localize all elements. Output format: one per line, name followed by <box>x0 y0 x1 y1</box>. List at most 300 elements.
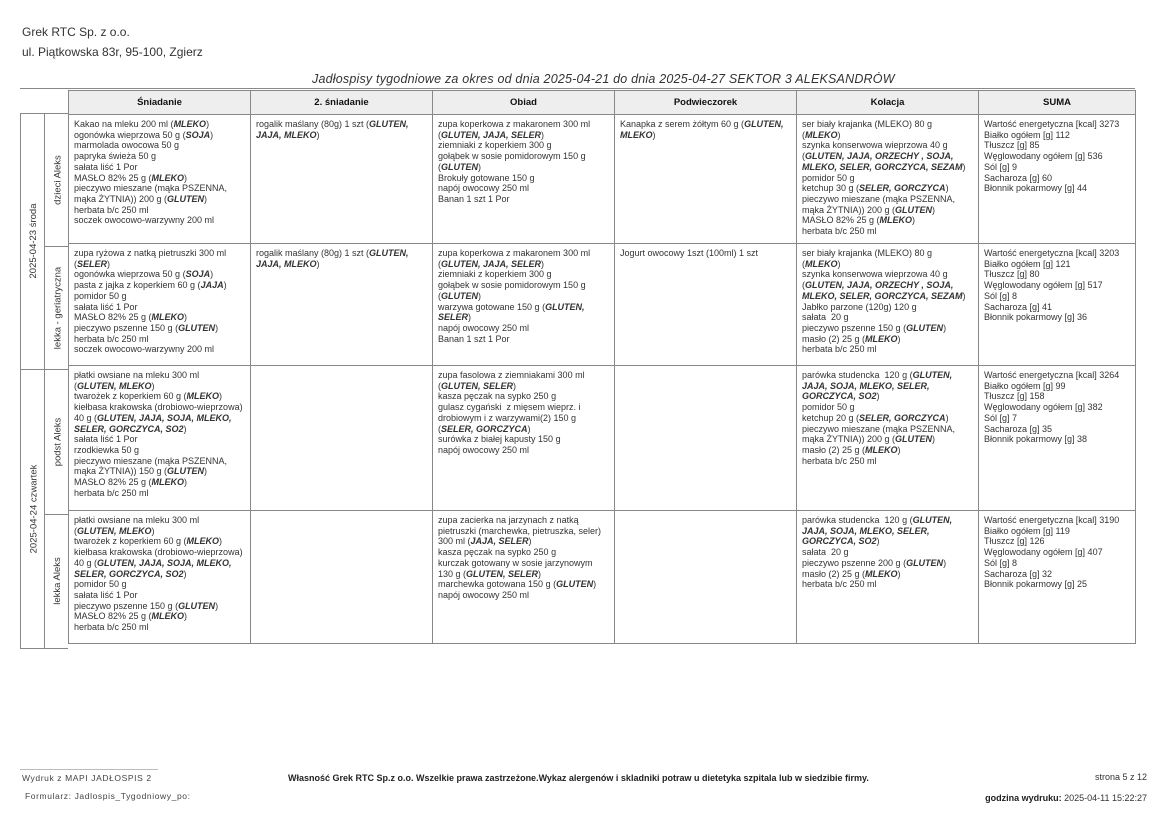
cell-text: pomidor 50 g <box>802 402 855 413</box>
cell-line <box>802 526 973 537</box>
cell-text: Tłuszcz [g] 80 <box>984 269 1040 280</box>
cell-text: 40 g ( <box>74 557 98 568</box>
summary-cell <box>979 244 1136 366</box>
cell-text: pieczywo pszenne 150 g ( <box>802 322 907 333</box>
cell-line <box>74 402 245 413</box>
cell-text: pieczywo mieszane (mąka PSZENNA, <box>74 455 228 466</box>
column-header: 2. śniadanie <box>251 91 433 115</box>
cell-text: mąka ŻYTNIA)) 200 g ( <box>802 434 896 445</box>
cell-text: MASŁO 82% 25 g ( <box>74 312 152 323</box>
cell-line <box>620 248 791 259</box>
cell-line <box>802 391 973 402</box>
cell-text: 130 g ( <box>438 568 467 579</box>
cell-text: kurczak gotowany w sosie jarzynowym <box>438 557 593 568</box>
cell-line <box>984 269 1130 280</box>
allergen-text: GLUTEN <box>167 466 205 477</box>
cell-line <box>620 130 791 141</box>
cell-text: Węglowodany ogółem [g] 517 <box>984 280 1103 291</box>
allergen-text: MLEKO <box>151 312 185 323</box>
cell-line <box>802 194 973 205</box>
cell-line <box>802 215 973 226</box>
cell-text: napój owocowy 250 ml <box>438 444 530 455</box>
cell-line <box>438 370 609 381</box>
allergen-text: GLUTEN, SELER <box>441 380 514 391</box>
cell-line <box>802 515 973 526</box>
cell-line <box>984 162 1130 173</box>
cell-text: papryka świeża 50 g <box>74 151 157 162</box>
cell-text: sałata liść 1 Por <box>74 161 138 172</box>
cell-text: marmolada owocowa 50 g <box>74 140 180 151</box>
cell-text: ) <box>943 322 947 333</box>
cell-text: ) <box>945 183 949 194</box>
cell-text: kasza pęczak na sypko 250 g <box>438 391 557 402</box>
cell-line <box>802 205 973 216</box>
cell-text: ( <box>802 151 805 162</box>
cell-line <box>74 445 245 456</box>
cell-line <box>74 466 245 477</box>
cell-line <box>984 259 1130 270</box>
breakfast-cell <box>69 115 251 244</box>
cell-text: ) <box>223 280 227 291</box>
cell-line <box>438 413 609 424</box>
cell-text: Błonnik pokarmowy [g] 36 <box>984 312 1088 323</box>
cell-text: Wartość energetyczna [kcal] 3264 <box>984 370 1120 380</box>
cell-line <box>802 334 973 345</box>
cell-text: pieczywo mieszane (mąka PSZENNA, <box>802 193 956 204</box>
cell-line <box>802 119 973 130</box>
cell-text: 40 g ( <box>74 412 98 423</box>
cell-text: napój owocowy 250 ml <box>438 589 530 600</box>
cell-text: Białko ogółem [g] 112 <box>984 129 1070 140</box>
cell-line <box>74 248 245 259</box>
cell-line <box>802 413 973 424</box>
allergen-text: MLEKO <box>865 568 898 579</box>
allergen-text: SELER <box>438 312 469 323</box>
cell-text: sałata liść 1 Por <box>74 434 138 445</box>
cell-line <box>438 424 609 435</box>
cell-text: masło (2) 25 g ( <box>802 568 866 579</box>
cell-line <box>802 162 973 173</box>
cell-text: ziemniaki z koperkiem 300 g <box>438 140 552 151</box>
allergen-text: MLEKO <box>151 611 185 622</box>
cell-line <box>74 381 245 392</box>
cell-text: pieczywo pszenne 150 g ( <box>74 322 179 333</box>
cell-line <box>438 381 609 392</box>
cell-text: napój owocowy 250 ml <box>438 183 530 194</box>
cell-text: MASŁO 82% 25 g ( <box>802 215 880 226</box>
cell-text: ) <box>215 322 219 333</box>
cell-line <box>984 312 1130 323</box>
cell-line <box>74 344 245 355</box>
cell-text: ziemniaki z koperkiem 300 g <box>438 269 552 280</box>
day-divider <box>20 648 68 649</box>
cell-line <box>256 119 427 130</box>
cell-text: ) <box>932 434 936 445</box>
cell-line <box>438 291 609 302</box>
cell-text: herbata b/c 250 ml <box>74 487 149 498</box>
lunch-cell <box>433 115 615 244</box>
allergen-text: JAJA <box>200 280 224 291</box>
cell-text: ) <box>316 258 320 269</box>
cell-text: herbata b/c 250 ml <box>74 622 149 633</box>
cell-text: gołąbek w sosie pomidorowym 150 g <box>438 280 586 291</box>
cell-line <box>438 162 609 173</box>
allergen-text: GLUTEN, <box>545 301 585 312</box>
snack-cell <box>615 244 797 366</box>
cell-line <box>256 130 427 141</box>
cell-line <box>984 183 1130 194</box>
cell-text: ) <box>206 119 210 129</box>
cell-text: ) <box>184 172 188 183</box>
cell-text: drobiowym i z warzywami(2) 150 g <box>438 412 577 423</box>
cell-text: herbata b/c 250 ml <box>802 226 877 237</box>
cell-line <box>802 434 973 445</box>
cell-line <box>802 140 973 151</box>
form-name: Formularz: Jadlospis_Tygodniowy_po: <box>25 791 191 801</box>
cell-text: ) <box>513 380 517 391</box>
allergen-text: GLUTEN, JAJA, SELER <box>441 129 542 140</box>
allergen-text: SELER, GORCZYCA, SO2 <box>74 568 184 579</box>
cell-text: Sól [g] 8 <box>984 557 1018 568</box>
cell-line <box>802 269 973 280</box>
cell-line <box>984 579 1130 590</box>
cell-line <box>74 140 245 151</box>
cell-line <box>802 302 973 313</box>
cell-line <box>74 434 245 445</box>
cell-line <box>802 547 973 558</box>
allergen-text: SELER, GORCZYCA <box>441 423 528 434</box>
second-breakfast-cell <box>251 366 433 511</box>
cell-text: ) <box>215 600 219 611</box>
cell-line <box>438 334 609 345</box>
cell-text: Wartość energetyczna [kcal] 3190 <box>984 515 1120 525</box>
cell-text: herbata b/c 250 ml <box>74 204 149 215</box>
day-label: 2025-04-23 środa <box>28 203 39 279</box>
allergen-text: GLUTEN <box>906 322 944 333</box>
cell-text: ( <box>438 258 441 269</box>
cell-text: Jogurt owocowy 1szt (100ml) 1 szt <box>620 248 759 258</box>
cell-line <box>984 119 1130 130</box>
cell-line <box>984 526 1130 537</box>
cell-text: zupa zacierka na jarzynach z natką <box>438 515 579 525</box>
cell-line <box>802 445 973 456</box>
allergen-text: SELER, GORCZYCA <box>859 412 946 423</box>
cell-line <box>438 151 609 162</box>
cell-text: zupa koperkowa z makaronem 300 ml <box>438 119 591 129</box>
allergen-text: JAJA, MLEKO <box>256 258 317 269</box>
cell-text: pomidor 50 g <box>74 290 127 301</box>
dinner-cell <box>797 115 979 244</box>
cell-text: zupa ryżowa z natką pietruszki 300 ml <box>74 248 227 258</box>
allergen-text: GLUTEN <box>895 204 933 215</box>
cell-line <box>438 536 609 547</box>
page-number: strona 5 z 12 <box>1094 772 1147 782</box>
cell-line <box>74 547 245 558</box>
cell-text: pomidor 50 g <box>802 172 855 183</box>
cell-text: ) <box>932 204 936 215</box>
cell-line <box>984 370 1130 381</box>
cell-line <box>256 248 427 259</box>
cell-text: ) <box>183 423 187 434</box>
cell-text: Błonnik pokarmowy [g] 25 <box>984 579 1088 590</box>
cell-text: parówka studencka 120 g ( <box>802 515 913 525</box>
cell-text: ( <box>438 380 441 391</box>
cell-text: ) <box>541 129 545 140</box>
cell-line <box>74 291 245 302</box>
cell-text: ser biały krajanka (MLEKO) 80 g <box>802 119 933 129</box>
cell-text: Wartość energetyczna [kcal] 3203 <box>984 248 1120 258</box>
cell-text: ) <box>468 312 472 323</box>
allergen-text: GORCZYCA, SO2 <box>802 536 877 547</box>
cell-text: Tłuszcz [g] 126 <box>984 536 1045 547</box>
cell-line <box>74 515 245 526</box>
cell-text: ) <box>184 312 188 323</box>
snack-cell <box>615 511 797 644</box>
cell-line <box>74 579 245 590</box>
allergen-text: SOJA <box>185 129 211 140</box>
allergen-text: GLUTEN <box>178 322 216 333</box>
cell-text: ) <box>528 536 532 547</box>
cell-line <box>802 402 973 413</box>
cell-text: pomidor 50 g <box>74 579 127 590</box>
allergen-text: GLUTEN <box>441 290 478 301</box>
column-header: Podwieczorek <box>615 91 797 115</box>
cell-text: pasta z jajka z koperkiem 60 g ( <box>74 280 201 291</box>
print-source: Wydruk z MAPI JADŁOSPIS 2 <box>22 773 152 783</box>
cell-text: mąka ŻYTNIA)) 200 g ( <box>802 204 896 215</box>
cell-text: Węglowodany ogółem [g] 407 <box>984 547 1103 558</box>
cell-text: ogonówka wieprzowa 50 g ( <box>74 269 186 280</box>
cell-text: ) <box>204 466 208 477</box>
print-time-value: 2025-04-11 15:22:27 <box>1064 793 1147 803</box>
allergen-text: MLEKO, SELER, GORCZYCA, SEZAM <box>802 290 963 301</box>
second-breakfast-cell <box>251 115 433 244</box>
cell-line <box>438 579 609 590</box>
table-row <box>69 511 1136 644</box>
cell-text: szynka konserwowa wieprzowa 40 g <box>802 140 948 151</box>
cell-text: sałata 20 g <box>802 312 849 323</box>
allergen-text: GLUTEN, JAJA, ORZECHY , SOJA, <box>805 280 954 291</box>
cell-text: Banan 1 szt 1 Por <box>438 333 510 344</box>
cell-text: ) <box>151 525 155 536</box>
cell-line <box>74 280 245 291</box>
cell-line <box>438 194 609 205</box>
cell-line <box>802 312 973 323</box>
allergen-text: GLUTEN, <box>744 119 784 129</box>
cell-text: MASŁO 82% 25 g ( <box>74 477 152 488</box>
table-row <box>69 244 1136 366</box>
cell-text: twarożek z koperkiem 60 g ( <box>74 391 187 402</box>
cell-line <box>802 536 973 547</box>
cell-text: ) <box>527 423 531 434</box>
allergen-text: GLUTEN, JAJA, ORZECHY , SOJA, <box>805 151 954 162</box>
cell-text: ( <box>438 161 441 172</box>
column-header: Kolacja <box>797 91 979 115</box>
cell-text: ( <box>802 280 805 291</box>
cell-text: sałata liść 1 Por <box>74 589 138 600</box>
cell-line <box>984 173 1130 184</box>
cell-text: herbata b/c 250 ml <box>802 344 877 355</box>
cell-line <box>438 323 609 334</box>
allergen-text: GORCZYCA, SO2 <box>802 391 877 402</box>
cell-line <box>620 119 791 130</box>
lunch-cell <box>433 244 615 366</box>
cell-line <box>984 547 1130 558</box>
cell-text: Sól [g] 7 <box>984 412 1018 423</box>
diet-divider <box>44 246 68 247</box>
cell-line <box>984 151 1130 162</box>
cell-text: Błonnik pokarmowy [g] 38 <box>984 434 1088 445</box>
dinner-cell <box>797 244 979 366</box>
cell-text: pieczywo pszenne 150 g ( <box>74 600 179 611</box>
cell-line <box>74 590 245 601</box>
allergen-text: MLEKO <box>186 536 220 547</box>
allergen-text: GLUTEN <box>895 434 933 445</box>
cell-line <box>802 280 973 291</box>
cell-line <box>74 302 245 313</box>
cell-text: ( <box>74 380 77 391</box>
allergen-text: MLEKO, SELER, GORCZYCA, SEZAM <box>802 161 963 172</box>
cell-line <box>438 526 609 537</box>
allergen-text: SELER <box>77 258 108 269</box>
cell-text: ketchup 30 g ( <box>802 183 860 194</box>
cell-line <box>984 424 1130 435</box>
cell-text: Tłuszcz [g] 158 <box>984 391 1045 402</box>
menu-table <box>68 90 1136 644</box>
cell-text: ) <box>210 269 214 280</box>
cell-line <box>74 312 245 323</box>
cell-text: Kakao na mleku 200 ml ( <box>74 119 174 129</box>
summary-cell <box>979 511 1136 644</box>
print-time <box>985 793 1147 803</box>
cell-text: sałata 20 g <box>802 547 849 558</box>
cell-text: ) <box>945 412 949 423</box>
cell-text: Tłuszcz [g] 85 <box>984 140 1040 151</box>
allergen-text: MLEKO <box>620 129 653 140</box>
cell-text: ) <box>897 333 901 344</box>
cell-text: rzodkiewka 50 g <box>74 444 140 455</box>
cell-line <box>438 445 609 456</box>
cell-line <box>802 344 973 355</box>
cell-line <box>74 162 245 173</box>
cell-text: 300 ml ( <box>438 536 471 547</box>
allergen-text: GLUTEN, MLEKO <box>77 380 152 391</box>
cell-line <box>74 526 245 537</box>
allergen-text: GLUTEN, <box>912 515 953 525</box>
allergen-text: GLUTEN, JAJA, SELER <box>441 258 542 269</box>
cell-text: ) <box>962 161 966 172</box>
cell-text: pieczywo mieszane (mąka PSZENNA, <box>74 183 228 194</box>
cell-line <box>438 173 609 184</box>
column-header: SUMA <box>979 91 1136 115</box>
cell-text: ) <box>962 290 966 301</box>
cell-line <box>438 312 609 323</box>
cell-text: ( <box>438 290 441 301</box>
cell-line <box>74 119 245 130</box>
cell-line <box>802 424 973 435</box>
cell-text: napój owocowy 250 ml <box>438 322 530 333</box>
document-title: Jadłospisy tygodniowe za okres od dnia 2025-04-21 do dnia 2025-04-27 SEKTOR 3 ALEKSANDRÓW <box>312 72 895 86</box>
cell-text: ) <box>183 568 187 579</box>
diet-label: lekka Aleks <box>52 557 63 605</box>
cell-text: szynka konserwowa wieprzowa 40 g <box>802 269 948 280</box>
cell-line <box>802 130 973 141</box>
cell-text: Węglowodany ogółem [g] 536 <box>984 151 1103 162</box>
diet-divider <box>44 514 68 515</box>
dinner-cell <box>797 511 979 644</box>
cell-text: ) <box>184 477 188 488</box>
cell-text: ) <box>219 536 223 547</box>
cell-text: Białko ogółem [g] 119 <box>984 525 1070 536</box>
cell-text: Węglowodany ogółem [g] 382 <box>984 402 1103 413</box>
cell-text: ( <box>802 258 805 269</box>
cell-text: ogonówka wieprzowa 50 g ( <box>74 129 186 140</box>
cell-text: Sacharoza [g] 32 <box>984 568 1053 579</box>
cell-text: mąka ŻYTNIA)) 150 g ( <box>74 466 168 477</box>
cell-text: ) <box>204 193 208 204</box>
cell-line <box>74 370 245 381</box>
cell-text: Banan 1 szt 1 Por <box>438 193 510 204</box>
cell-line <box>802 370 973 381</box>
cell-line <box>984 391 1130 402</box>
cell-line <box>74 424 245 435</box>
cell-line <box>74 601 245 612</box>
cell-line <box>74 488 245 499</box>
cell-text: soczek owocowo-warzywny 200 ml <box>74 215 215 226</box>
allergen-text: GLUTEN, JAJA, SOJA, MLEKO, <box>97 412 232 423</box>
cell-text: pietruszki (marchewka, pietruszka, seler) <box>438 525 602 536</box>
cell-line <box>802 558 973 569</box>
cell-text: ) <box>219 391 223 402</box>
allergen-text: MLEKO <box>865 333 898 344</box>
cell-text: Sól [g] 8 <box>984 290 1018 301</box>
cell-line <box>802 248 973 259</box>
allergen-text: GLUTEN <box>178 600 216 611</box>
lunch-cell <box>433 366 615 511</box>
cell-line <box>74 622 245 633</box>
cell-text: ) <box>210 129 214 140</box>
cell-line <box>984 558 1130 569</box>
cell-text: Białko ogółem [g] 99 <box>984 380 1066 391</box>
day-label: 2025-04-24 czwartek <box>28 464 39 553</box>
cell-text: rogalik maślany (80g) 1 szt ( <box>256 248 370 258</box>
cell-text: ) <box>943 557 947 568</box>
cell-text: kiełbasa krakowska (drobiowo-wieprzowa) <box>74 547 243 558</box>
cell-line <box>74 205 245 216</box>
company-header <box>22 22 203 62</box>
cell-text: herbata b/c 250 ml <box>74 333 149 344</box>
title-divider <box>20 88 1135 89</box>
second-breakfast-cell <box>251 244 433 366</box>
diet-label: podst Aleks <box>52 417 63 466</box>
cell-line <box>984 381 1130 392</box>
cell-text: ) <box>107 258 111 269</box>
allergen-text: GLUTEN, <box>369 119 409 129</box>
cell-text: ( <box>802 129 805 140</box>
cell-line <box>74 456 245 467</box>
cell-line <box>984 413 1130 424</box>
cell-line <box>438 558 609 569</box>
cell-text: ) <box>478 161 481 172</box>
summary-cell <box>979 115 1136 244</box>
cell-text: ) <box>912 215 916 226</box>
table-row <box>69 115 1136 244</box>
allergen-text: GLUTEN, JAJA, SOJA, MLEKO, <box>97 557 232 568</box>
cell-text: MASŁO 82% 25 g ( <box>74 611 152 622</box>
allergen-text: SELER, GORCZYCA, SO2 <box>74 423 184 434</box>
column-header: Obiad <box>433 91 615 115</box>
allergen-text: GLUTEN <box>906 557 944 568</box>
